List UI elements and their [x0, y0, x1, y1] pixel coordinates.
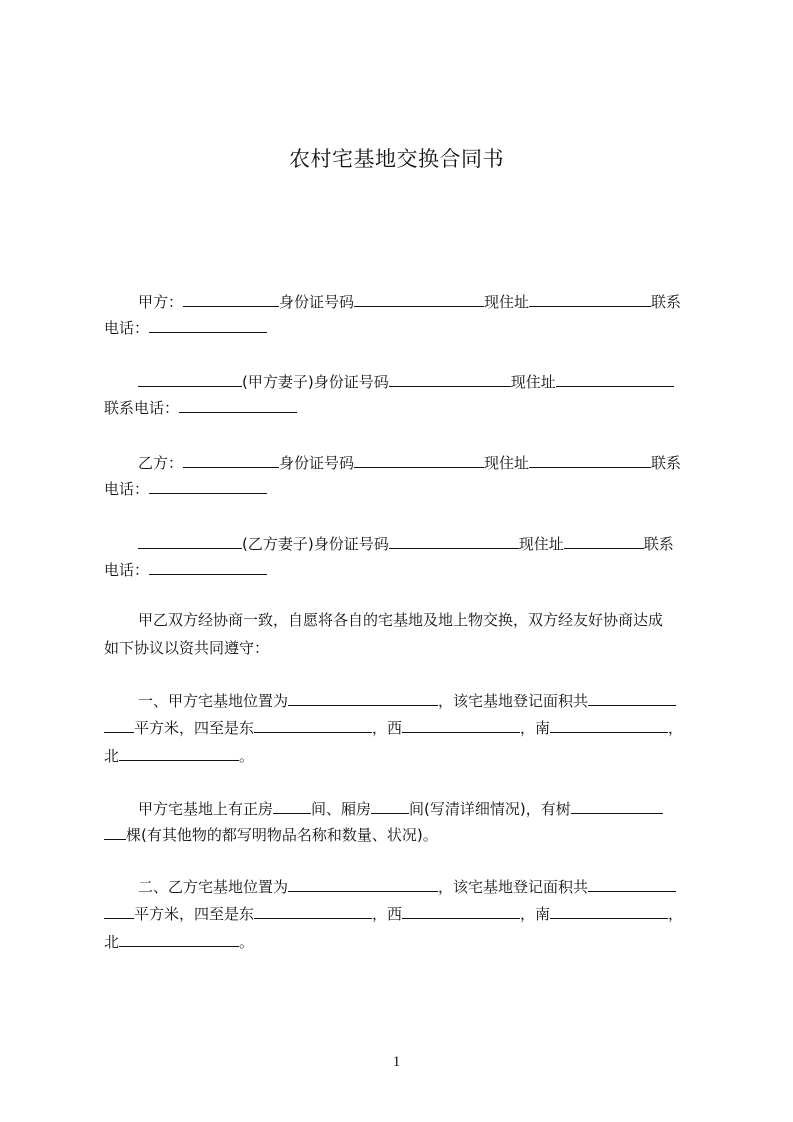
party-a-name-blank	[183, 290, 279, 307]
intro-line-1: 甲乙双方经协商一致，自愿将各自的宅基地及地上物交换，双方经友好协商达成	[138, 611, 664, 629]
party-a-id-label: 身份证号码	[279, 293, 355, 311]
clause-2-area-blank-cont	[104, 902, 134, 919]
clause-1-west-blank	[402, 716, 520, 733]
main-rooms-blank	[273, 797, 311, 814]
party-b-phone-blank	[149, 477, 267, 494]
party-b-spouse-id-label: (乙方妻子)身份证号码	[242, 535, 389, 553]
party-a-phone-blank	[149, 316, 267, 333]
party-a-address-blank	[529, 290, 651, 307]
clause-2-area-label: ，该宅基地登记面积共	[438, 878, 589, 896]
clause-1-period: 。	[239, 747, 255, 765]
clause-1-bounds-label: 平方米，四至是东	[134, 719, 255, 737]
clause-2-comma: ，	[668, 905, 684, 923]
clause-2-west-blank	[402, 902, 520, 919]
party-b-address-label: 现住址	[484, 454, 530, 472]
clause-2-north-blank	[119, 930, 239, 947]
buildings-a-prefix: 甲方宅基地上有正房	[138, 800, 274, 818]
clause-2-east-blank	[254, 902, 372, 919]
clause-1-south-blank	[550, 716, 668, 733]
clause-1-prefix: 一、甲方宅基地位置为	[138, 692, 289, 710]
trees-blank-cont	[104, 823, 126, 840]
clause-2-area-blank	[588, 875, 676, 892]
buildings-a-suffix: 棵(有其他物的都写明物品名称和数量、状况)。	[126, 826, 438, 844]
party-a-spouse-phone-label: 联系电话：	[104, 399, 180, 417]
party-b-spouse-phone-label-cont: 电话：	[104, 561, 150, 579]
clause-1-west-label: ，西	[372, 719, 403, 737]
party-a-address-label: 现住址	[484, 293, 530, 311]
party-a-phone-label-cont: 电话：	[104, 319, 150, 337]
clause-1-location-blank	[288, 689, 438, 706]
party-a-spouse-id-label: (甲方妻子)身份证号码	[242, 373, 389, 391]
party-b-phone-label-cont: 电话：	[104, 480, 150, 498]
party-a-spouse-address-blank	[556, 370, 674, 387]
party-b-spouse-phone-label: 联系	[643, 535, 674, 553]
clause-1-area-blank	[588, 689, 676, 706]
clause-2-period: 。	[239, 933, 255, 951]
party-b-address-blank	[529, 451, 651, 468]
party-b-name-blank	[183, 451, 279, 468]
buildings-a-mid2: 间(写清详细情况)，有树	[409, 800, 571, 818]
clause-1-comma: ，	[668, 719, 684, 737]
clause-1-north-label: 北	[104, 747, 120, 765]
clause-2-north-label: 北	[104, 933, 120, 951]
clause-2-prefix: 二、乙方宅基地位置为	[138, 878, 289, 896]
clause-1-east-blank	[254, 716, 372, 733]
clause-1-south-label: ，南	[520, 719, 551, 737]
party-b-spouse-name-blank	[138, 532, 242, 549]
buildings-a-mid1: 间、厢房	[311, 800, 372, 818]
party-b-id-blank	[354, 451, 484, 468]
clause-1-north-blank	[119, 744, 239, 761]
party-a-id-blank	[354, 290, 484, 307]
page-number: 1	[392, 1054, 401, 1070]
party-a-phone-label: 联系	[651, 293, 682, 311]
party-a-spouse-phone-blank	[179, 396, 297, 413]
page-title: 农村宅基地交换合同书	[289, 147, 504, 171]
party-b-spouse-address-label: 现住址	[518, 535, 564, 553]
party-b-spouse-phone-blank	[149, 558, 267, 575]
clause-2-bounds-label: 平方米，四至是东	[134, 905, 255, 923]
clause-2-south-label: ，南	[520, 905, 551, 923]
clause-2-west-label: ，西	[372, 905, 403, 923]
clause-1-area-blank-cont	[104, 716, 134, 733]
clause-1-area-label: ，该宅基地登记面积共	[438, 692, 589, 710]
party-b-id-label: 身份证号码	[279, 454, 355, 472]
party-b-phone-label: 联系	[651, 454, 682, 472]
intro-line-2: 如下协议以资共同遵守：	[104, 639, 270, 657]
party-b-spouse-id-blank	[389, 532, 519, 549]
party-b-spouse-address-blank	[564, 532, 644, 549]
party-a-label: 甲方：	[138, 293, 184, 311]
party-b-label: 乙方：	[138, 454, 184, 472]
party-a-spouse-id-blank	[389, 370, 511, 387]
party-a-spouse-address-label: 现住址	[510, 373, 556, 391]
clause-2-south-blank	[550, 902, 668, 919]
clause-2-location-blank	[288, 875, 438, 892]
side-rooms-blank	[371, 797, 409, 814]
trees-blank	[571, 797, 663, 814]
party-a-spouse-name-blank	[138, 370, 242, 387]
